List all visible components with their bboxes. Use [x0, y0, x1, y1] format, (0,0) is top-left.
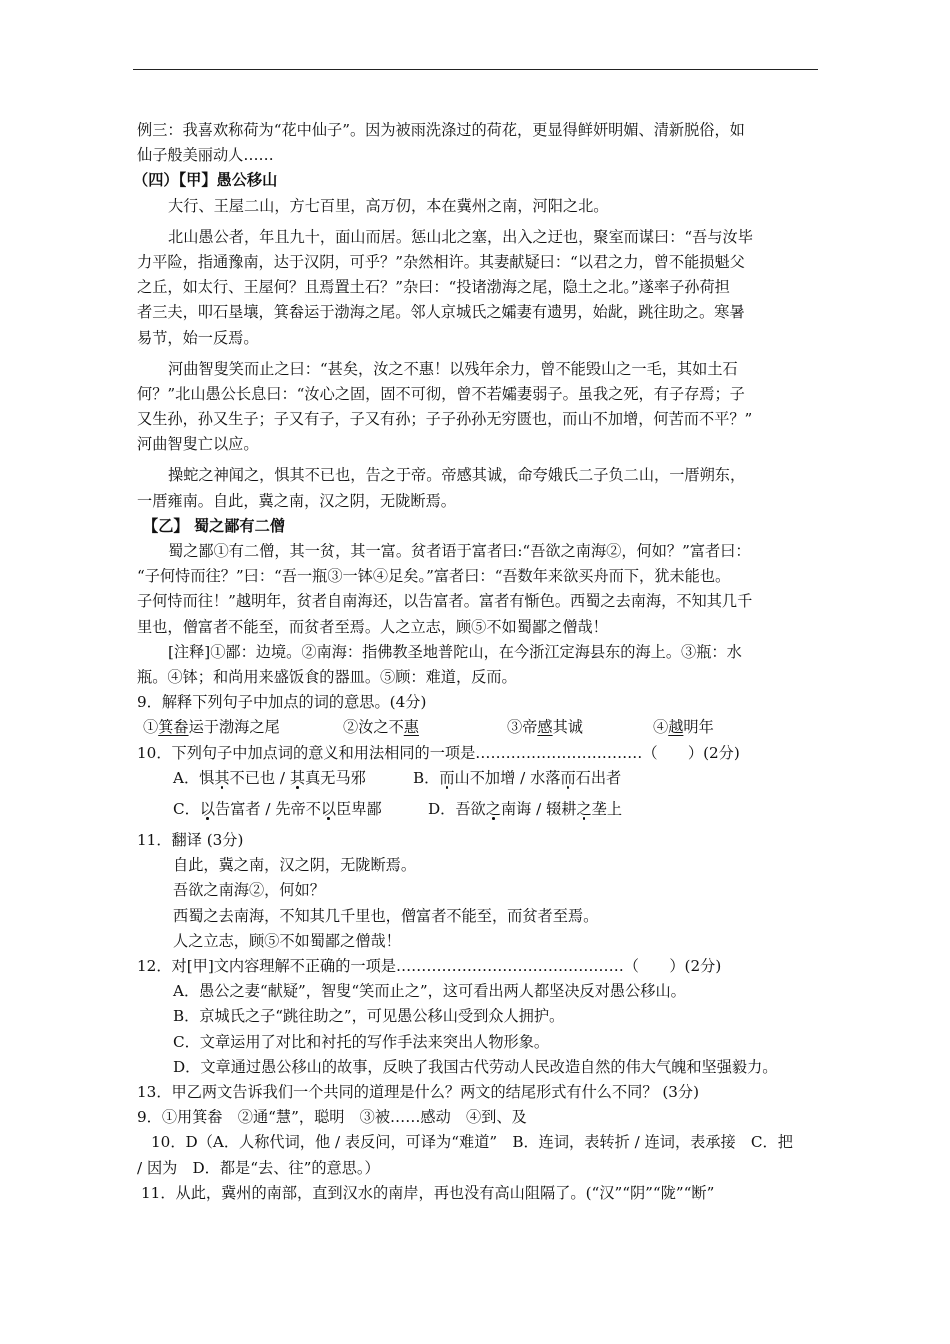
example-three	[137, 118, 817, 168]
answer-key	[137, 1105, 817, 1206]
translate-sentence: 西蜀之去南海，不知其几千里也，僧富者不能至，而贫者至焉。	[173, 906, 599, 925]
document-body	[133, 118, 817, 1206]
passage-yi	[137, 539, 817, 690]
paragraph-line: 者三夫，叩石垦壤，箕畚运于渤海之尾。邻人京城氏之孀妻有遗男，始龀，跳往助之。寒暑	[137, 303, 745, 322]
option-d: D．文章通过愚公移山的故事，反映了我国古代劳动人民改造自然的伟大气魄和坚强毅力。	[173, 1057, 778, 1076]
question-10	[137, 741, 817, 823]
paragraph-line: 力平险，指通豫南，达于汉阴，可乎？”杂然相许。其妻献疑曰：“以君之力，曾不能损魁父	[137, 252, 745, 271]
example-line: 例三：我喜欢称荷为“花中仙子”。因为被雨洗涤过的荷花，更显得鲜妍明媚、清新脱俗，如	[137, 121, 745, 139]
item-3: ③帝感其诚	[507, 718, 583, 737]
section-heading-jia: （四）【甲】愚公移山	[133, 171, 278, 190]
answer-11: 11．从此，冀州的南部，直到汉水的南岸，再也没有高山阻隔了。(“汉”“阴”“陇”“断”	[141, 1183, 715, 1202]
question-11	[137, 828, 817, 954]
option-a: A．愚公之妻“献疑”，智叟“笑而止之”，这可看出两人都坚决反对愚公移山。	[173, 982, 686, 1001]
question-stem: 10．下列句子中加点词的意义和用法相同的一项是……………………………（ ）(2分)	[137, 743, 740, 762]
paragraph-line: 何？”北山愚公长息曰：“汝心之固，固不可彻，曾不若孀妻弱子。虽我之死，有子存焉；子	[137, 384, 745, 403]
paragraph-line: 蜀之鄙①有二僧，其一贫，其一富。贫者语于富者曰:“吾欲之南海②，何如？”富者曰：	[168, 542, 751, 560]
annotation-line: 瓶。④钵；和尚用来盛饭食的器皿。⑤顾：难道，反而。	[137, 667, 517, 686]
question-stem: 11．翻译 (3分)	[137, 831, 244, 850]
paragraph-line: 操蛇之神闻之，惧其不已也，告之于帝。帝感其诚，命夸娥氏二子负二山，一厝朔东，	[168, 466, 746, 485]
answer-10: 10．D（A．人称代词，他 / 表反问，可译为“难道” B．连词，表转折 / 连词，表承接 C．把	[151, 1133, 793, 1152]
header-rule	[133, 69, 818, 70]
paragraph-line: 易节，始一反焉。	[137, 328, 259, 347]
option-row	[137, 766, 817, 791]
question-9	[137, 690, 817, 740]
paragraph-line: 子何恃而往！”越明年，贫者自南海还，以告富者。富者有惭色。西蜀之去南海，不知其几千	[137, 592, 753, 611]
option-c: C．文章运用了对比和衬托的写作手法来突出人物形象。	[173, 1032, 550, 1051]
paragraph-line: 大行、王屋二山，方七百里，高万仞，本在冀州之南，河阳之北。	[168, 196, 609, 215]
paragraph-line: 北山愚公者，年且九十，面山而居。惩山北之塞，出入之迂也，聚室而谋曰：“吾与汝毕	[168, 227, 753, 246]
paragraph-line: 河曲智叟笑而止之曰：“甚矣，汝之不惠！以残年余力，曾不能毁山之一毛，其如土石	[168, 359, 738, 378]
option-c: C．以告富者 / 先帝不以臣卑鄙	[173, 799, 382, 818]
paragraph-line: 河曲智叟亡以应。	[137, 435, 259, 454]
paragraph-line: 又生孙，孙又生子；子又有子，子又有孙；子子孙孙无穷匮也，而山不加增，何苦而不平？”	[137, 410, 753, 429]
annotation-line: [注释]①鄙：边境。②南海：指佛教圣地普陀山，在今浙江定海县东的海上。③瓶：水	[168, 642, 742, 661]
paragraph-line: 里也，僧富者不能至，而贫者至焉。人之立志，顾⑤不如蜀鄙之僧哉！	[137, 617, 608, 636]
example-line: 仙子般美丽动人……	[137, 146, 274, 165]
paragraph-line: “子何恃而往？”曰：“吾一瓶③一钵④足矣。”富者曰：“吾数年来欲买舟而下，犹未能也。	[137, 567, 731, 586]
item-1: ①箕畚运于渤海之尾	[143, 718, 280, 737]
section-heading-yi: 【乙】 蜀之鄙有二僧	[143, 516, 285, 535]
answer-10-cont: / 因为 D．都是“去、往”的意思。）	[137, 1158, 380, 1177]
translate-sentence: 吾欲之南海②，何如？	[173, 881, 325, 900]
option-a: A．惧其不已也 / 其真无马邪	[173, 768, 366, 787]
question-13-stem: 13．甲乙两文告诉我们一个共同的道理是什么？两文的结尾形式有什么不同？ (3分)	[137, 1082, 700, 1101]
question-stem: 12．对[甲]文内容理解不正确的一项是………………………………………（ ）(2分)	[137, 957, 722, 975]
paragraph-line: 之丘，如太行、王屋何？且焉置土石？”杂曰：“投诸渤海之尾，隐土之北。”遂率子孙荷担	[137, 278, 730, 297]
question-stem: 9．解释下列句子中加点的词的意思。(4分)	[137, 693, 427, 712]
option-b: B．京城氏之子“跳往助之”，可见愚公移山受到众人拥护。	[173, 1007, 565, 1026]
question-items	[137, 715, 817, 740]
translate-sentence: 自此，冀之南，汉之阴，无陇断焉。	[173, 856, 416, 875]
item-4: ④越明年	[653, 718, 714, 737]
item-2: ②汝之不惠	[343, 718, 419, 737]
question-12	[137, 954, 817, 1080]
answer-9: 9．①用箕畚 ②通“慧”，聪明 ③被……感动 ④到、及	[137, 1108, 527, 1127]
passage-jia	[137, 194, 817, 514]
paragraph-line: 一厝雍南。自此，冀之南，汉之阴，无陇断焉。	[137, 491, 456, 510]
option-b: B．而山不加增 / 水落而石出者	[413, 768, 622, 787]
translate-sentence: 人之立志，顾⑤不如蜀鄙之僧哉！	[173, 931, 401, 950]
option-row	[137, 797, 817, 822]
option-d: D．吾欲之南诲 / 辍耕之垄上	[428, 799, 623, 818]
